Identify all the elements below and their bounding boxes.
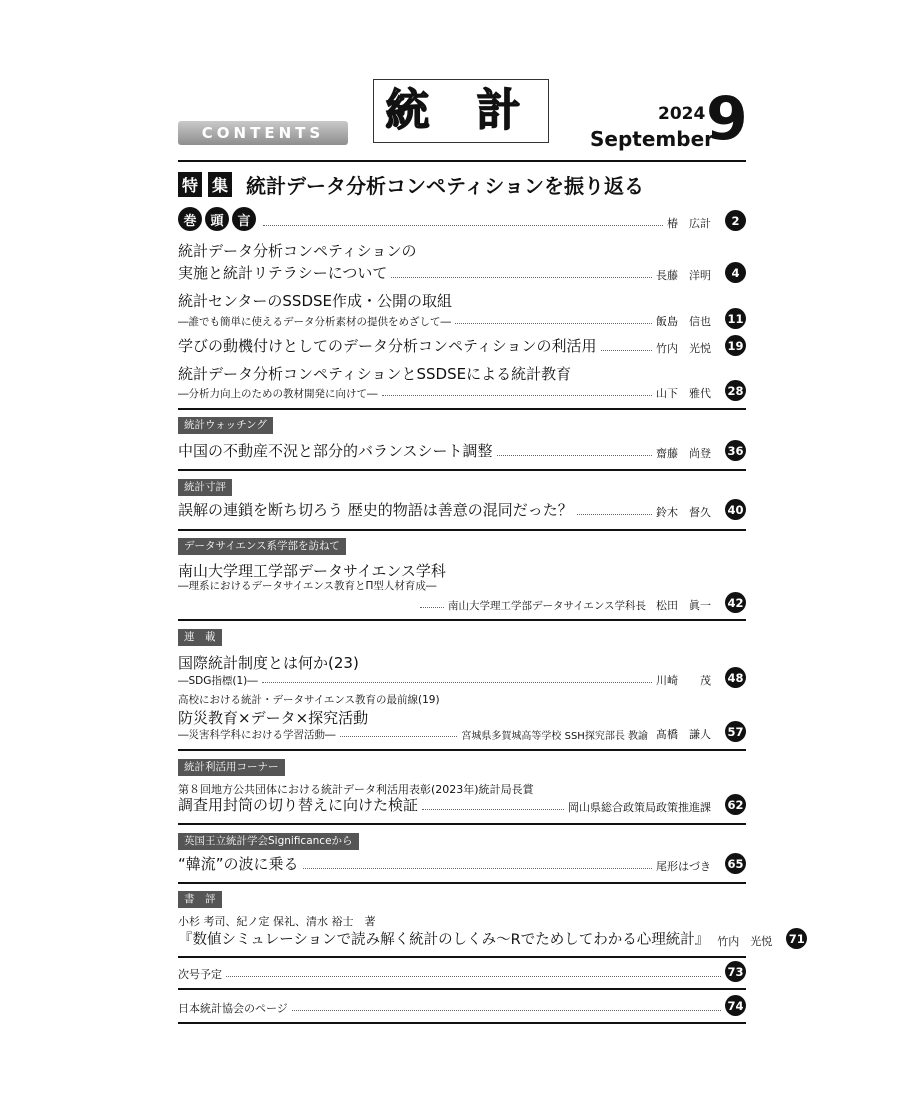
leader-dots — [262, 682, 652, 683]
divider — [178, 1022, 746, 1024]
leader-dots — [292, 1010, 721, 1011]
leader-dots — [497, 455, 652, 456]
author: 鈴木 督久 — [656, 506, 711, 519]
issue-month-number: 9 — [706, 84, 748, 154]
author: 岡山県総合政策局政策推進課 — [568, 801, 711, 814]
toc-entry[interactable] — [178, 961, 746, 982]
author-affiliation: 宮城県多賀城高等学校 SSH探究部長 教諭 — [461, 731, 648, 742]
toc-entry[interactable] — [178, 721, 746, 742]
issue-year: 2024 — [658, 104, 706, 124]
toc-entry[interactable] — [178, 262, 746, 283]
leader-dots — [340, 736, 458, 737]
feature-heading — [178, 170, 644, 199]
entry-title: 次号予定 — [178, 968, 222, 981]
leader-dots — [303, 868, 652, 869]
page-number: 2 — [725, 210, 746, 231]
entry-title: 統計データ分析コンペティションの — [178, 242, 417, 260]
entry-pretitle: 小杉 考司、紀ノ定 保礼、清水 裕士 著 — [178, 915, 376, 928]
feature-tag: 集 — [208, 172, 232, 197]
author: 山下 雅代 — [656, 387, 711, 400]
masthead-title: 統 計 — [373, 79, 549, 143]
leader-dots — [455, 323, 652, 324]
page-number: 71 — [786, 928, 807, 949]
kantogen-title: 巻 頭 言 — [178, 207, 259, 231]
author: 松田 眞一 — [656, 599, 711, 612]
section-label: 連 載 — [178, 629, 222, 646]
feature-tag: 特 — [178, 172, 202, 197]
entry-title: 南山大学理工学部データサイエンス学科 — [178, 562, 446, 580]
leader-dots — [420, 607, 444, 608]
author: 尾形はづき — [656, 860, 711, 873]
divider — [178, 882, 746, 884]
author-affiliation: 南山大学理工学部データサイエンス学科長 — [447, 600, 646, 612]
contents-label: CONTENTS — [178, 121, 348, 145]
author: 川崎 茂 — [656, 674, 711, 687]
entry-subtitle: ―分析力向上のための教材開発に向けて― — [178, 388, 378, 400]
entry-title: 統計データ分析コンペティションとSSDSEによる統計教育 — [178, 365, 572, 383]
divider — [178, 529, 746, 531]
entry-subtitle: ―SDG指標(1)― — [178, 675, 258, 687]
author: 飯島 信也 — [656, 315, 711, 328]
page-number: 65 — [725, 853, 746, 874]
issue-month-name: September — [590, 127, 714, 151]
author: 髙橋 謙人 — [656, 728, 711, 741]
entry-title: 学びの動機付けとしてのデータ分析コンペティションの利活用 — [178, 337, 597, 355]
toc-entry[interactable] — [178, 592, 746, 613]
leader-dots — [382, 395, 653, 396]
toc-entry[interactable] — [178, 794, 746, 815]
page-number: 19 — [725, 335, 746, 356]
author: 齋藤 尚登 — [656, 447, 711, 460]
page-number: 73 — [725, 961, 746, 982]
page-number: 42 — [725, 592, 746, 613]
toc-entry[interactable] — [178, 440, 746, 461]
section-label: 英国王立統計学会Significanceから — [178, 833, 359, 850]
leader-dots — [422, 809, 564, 810]
divider — [178, 469, 746, 471]
toc-entry[interactable] — [178, 335, 746, 356]
page-number: 28 — [725, 380, 746, 401]
page-number: 36 — [725, 440, 746, 461]
entry-title: “韓流”の波に乗る — [178, 855, 299, 873]
toc-entry[interactable] — [178, 928, 805, 949]
entry-title: 実施と統計リテラシーについて — [178, 264, 388, 282]
toc-entry[interactable] — [178, 308, 746, 329]
author: 竹内 光悦 — [656, 342, 711, 355]
section-label: 書 評 — [178, 891, 222, 908]
divider — [178, 160, 746, 162]
page-number: 62 — [725, 794, 746, 815]
entry-pretitle: 高校における統計・データサイエンス教育の最前線(19) — [178, 694, 440, 706]
leader-dots — [391, 277, 652, 278]
section-label: 統計利活用コーナー — [178, 759, 285, 776]
toc-entry[interactable] — [178, 380, 746, 401]
feature-title: 統計データ分析コンペティションを振り返る — [246, 174, 645, 198]
entry-title: 防災教育×データ×探究活動 — [178, 709, 369, 727]
leader-dots — [601, 350, 652, 351]
toc-entry[interactable] — [178, 207, 746, 231]
divider — [178, 823, 746, 825]
toc-entry[interactable] — [178, 995, 746, 1016]
entry-title: 統計センターのSSDSE作成・公開の取組 — [178, 292, 452, 310]
author: 椿 広計 — [667, 217, 711, 230]
page-number: 11 — [725, 308, 746, 329]
page-number: 48 — [725, 667, 746, 688]
toc-entry[interactable] — [178, 853, 746, 874]
section-label: 統計寸評 — [178, 479, 232, 496]
divider — [178, 988, 746, 990]
entry-title: 『数値シミュレーションで読み解く統計のしくみ～Rでためしてわかる心理統計』 — [178, 932, 710, 948]
page-number: 40 — [725, 499, 746, 520]
toc-entry[interactable] — [178, 499, 746, 520]
page-number: 4 — [725, 262, 746, 283]
divider — [178, 749, 746, 751]
entry-subtitle: ―理系におけるデータサイエンス教育とΠ型人材育成― — [178, 580, 437, 592]
entry-title: 誤解の連鎖を断ち切ろう 歴史的物語は善意の混同だった？ — [178, 501, 573, 519]
divider — [178, 619, 746, 621]
entry-subtitle: ―誰でも簡単に使えるデータ分析素材の提供をめざして― — [178, 316, 451, 328]
author: 長藤 洋明 — [656, 269, 711, 282]
entry-pretitle: 第８回地方公共団体における統計データ利活用表彰(2023年)統計局長賞 — [178, 783, 534, 796]
page-number: 57 — [725, 721, 746, 742]
divider — [178, 956, 746, 958]
entry-subtitle: ―災害科学科における学習活動― — [178, 729, 336, 741]
author: 竹内 光悦 — [717, 935, 773, 948]
divider — [178, 408, 746, 410]
section-label: 統計ウォッチング — [178, 417, 273, 434]
toc-entry[interactable] — [178, 667, 746, 688]
entry-title: 国際統計制度とは何か(23) — [178, 654, 359, 672]
entry-title: 中国の不動産不況と部分的バランスシート調整 — [178, 442, 493, 460]
page-number: 74 — [725, 995, 746, 1016]
entry-title: 調査用封筒の切り替えに向けた検証 — [178, 796, 419, 814]
section-label: データサイエンス系学部を訪ねて — [178, 538, 346, 555]
leader-dots — [263, 225, 663, 226]
leader-dots — [226, 976, 721, 977]
leader-dots — [577, 514, 652, 515]
entry-title: 日本統計協会のページ — [178, 1002, 288, 1015]
